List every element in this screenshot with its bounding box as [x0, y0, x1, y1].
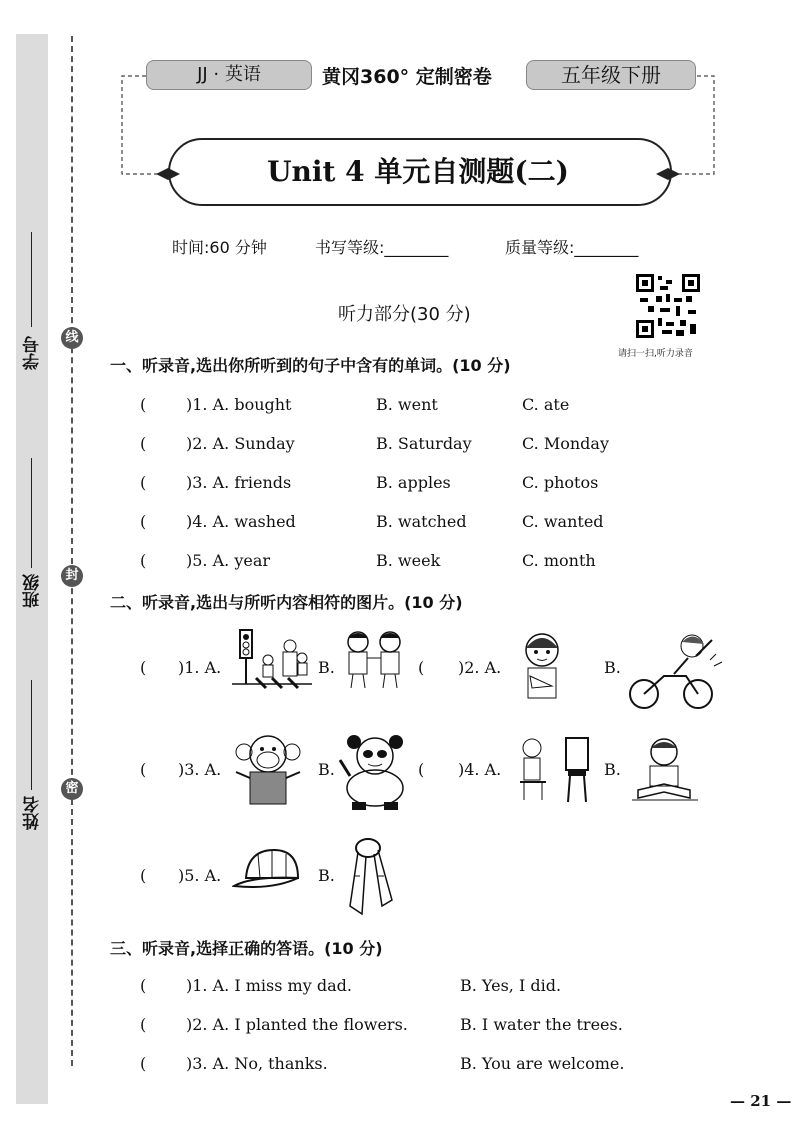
pic-q3-label-a: )3. A. [178, 760, 222, 779]
section1-heading: 一、听录音,选出你所听到的句子中含有的单词。(10 分) [110, 356, 511, 375]
pic-q4-bracket: ( [418, 760, 425, 779]
name-line [31, 680, 32, 790]
pic-q1-label-b: B. [318, 658, 335, 677]
series-title: 黄冈360° 定制密卷 [322, 66, 492, 88]
reply-q2-option-a: )2. A. I planted the flowers. [186, 1015, 408, 1034]
q4-option-a: )4. A. washed [186, 512, 296, 531]
pic-q3-label-b: B. [318, 760, 335, 779]
listening-heading: 听力部分(30 分) [338, 304, 471, 325]
crosswalk-traffic-light-image [232, 628, 312, 690]
pic-q1-label-a: )1. A. [178, 658, 222, 677]
reply-q3-option-b: B. You are welcome. [460, 1054, 625, 1073]
boy-watching-tv-image [514, 734, 594, 806]
pic-q4-label-b: B. [604, 760, 621, 779]
q3-option-a: )3. A. friends [186, 473, 292, 492]
pic-q5-label-b: B. [318, 866, 335, 885]
page-number: — 21 — [730, 1092, 792, 1110]
reply-q1-option-a: )1. A. I miss my dad. [186, 976, 352, 995]
cap-image [232, 846, 304, 892]
reply-q2-option-b: B. I water the trees. [460, 1015, 623, 1034]
panda-costume-image [338, 732, 412, 810]
class-label: 班级 [23, 574, 43, 608]
pic-q2-bracket: ( [418, 658, 425, 677]
pic-q5-bracket: ( [140, 866, 147, 885]
q2-option-b: B. Saturday [376, 434, 472, 453]
reply-q3-bracket: ( [140, 1054, 147, 1073]
writing-grade: 书写等级:________ [315, 238, 449, 257]
q4-option-c: C. wanted [522, 512, 604, 531]
q5-option-b: B. week [376, 551, 441, 570]
pic-q1-bracket: ( [140, 658, 147, 677]
page-title: Unit 4 单元自测题(二) [267, 155, 569, 188]
q2-option-a: )2. A. Sunday [186, 434, 295, 453]
reply-q1-bracket: ( [140, 976, 147, 995]
reply-q3-option-a: )3. A. No, thanks. [186, 1054, 328, 1073]
pic-q4-label-a: )4. A. [458, 760, 502, 779]
seal-mark-secret: 密 [61, 778, 83, 800]
pic-q2-label-a: )2. A. [458, 658, 502, 677]
monkey-costume-image [232, 732, 304, 808]
q1-option-a: )1. A. bought [186, 395, 292, 414]
boy-reading-book-image [630, 734, 700, 806]
class-line [31, 458, 32, 568]
pic-q3-bracket: ( [140, 760, 147, 779]
quality-grade: 质量等级:________ [505, 238, 639, 257]
q5-bracket: ( [140, 551, 147, 570]
q4-bracket: ( [140, 512, 147, 531]
student-no-label: 学号 [23, 336, 43, 370]
pic-q2-label-b: B. [604, 658, 621, 677]
q5-option-c: C. month [522, 551, 596, 570]
q1-option-c: C. ate [522, 395, 570, 414]
scarf-image [342, 836, 396, 918]
section2-heading: 二、听录音,选出与所听内容相符的图片。(10 分) [110, 593, 463, 612]
q5-option-a: )5. A. year [186, 551, 271, 570]
q3-option-c: C. photos [522, 473, 599, 492]
q4-option-b: B. watched [376, 512, 467, 531]
qr-code-icon [636, 274, 700, 338]
name-label: 姓名 [23, 796, 43, 830]
qr-caption: 请扫一扫,听力录音 [618, 349, 693, 359]
binding-dashed-line [71, 36, 73, 1066]
seal-mark-line: 线 [61, 327, 83, 349]
subject-pill: JJ · 英语 [146, 60, 312, 90]
grade-pill: 五年级下册 [526, 60, 696, 90]
binding-strip [16, 34, 48, 1104]
children-walking-image [338, 628, 413, 692]
reply-q2-bracket: ( [140, 1015, 147, 1034]
time-info: 时间:60 分钟 [172, 238, 267, 257]
seal-mark-seal: 封 [61, 565, 83, 587]
student-no-line [31, 232, 32, 327]
reply-q1-option-b: B. Yes, I did. [460, 976, 562, 995]
q3-bracket: ( [140, 473, 147, 492]
q1-option-b: B. went [376, 395, 438, 414]
q1-bracket: ( [140, 395, 147, 414]
q3-option-b: B. apples [376, 473, 451, 492]
girl-riding-bike-image [626, 630, 726, 712]
q2-option-c: C. Monday [522, 434, 609, 453]
pic-q5-label-a: )5. A. [178, 866, 222, 885]
section3-heading: 三、听录音,选择正确的答语。(10 分) [110, 939, 383, 958]
girl-arm-sling-image [518, 630, 568, 702]
q2-bracket: ( [140, 434, 147, 453]
